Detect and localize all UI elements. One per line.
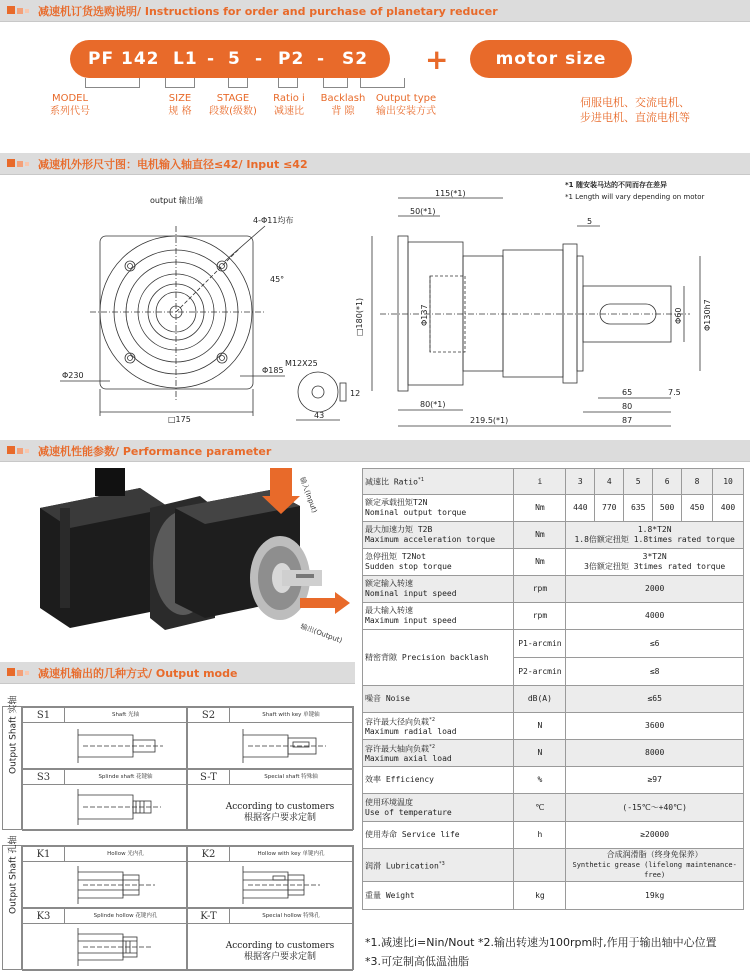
table-row: 重量 Weight kg 19kg <box>363 882 744 910</box>
shaft-s3-icon <box>23 785 188 832</box>
motor-size-pill: motor size <box>470 40 632 78</box>
output-cell-s3: S3 Splinde shaft 花键轴 <box>22 769 187 831</box>
section-title-output: 减速机输出的几种方式/ Output mode <box>38 667 238 680</box>
footnote-2: *3.可定制高低温油脂 <box>365 955 469 968</box>
dim-d50: 50(*1) <box>410 207 436 216</box>
table-row: 额定承载扭矩T2N Nominal output torque Nm 440 770 635 500 450 400 <box>363 495 744 522</box>
section-bar-performance <box>0 440 750 462</box>
table-row: 效率 Efficiency % ≥97 <box>363 767 744 794</box>
table-row: 急停扭矩 T2Not Sudden stop torque Nm 3*T2N 3倍额定扭矩 3times rated torque <box>363 549 744 576</box>
table-row: P2-arcmin ≤8 <box>363 658 744 686</box>
output-cell-s1: S1 Shaft 光轴 <box>22 707 187 769</box>
input-arrow-label: 输入(Input) <box>298 475 319 515</box>
model-code-pill: PF 142 L1 - 5 - P2 - S2 <box>70 40 390 78</box>
label-output-type: Output type 输出安装方式 <box>375 93 437 117</box>
dim-d80a: 80(*1) <box>420 400 446 409</box>
section-title-order: 减速机订货选购说明/ Instructions for order and purchase of planetary reducer <box>38 5 498 18</box>
dim-d43: 43 <box>314 411 325 420</box>
table-row: 容许最大轴向负载$^{*2}$ Maximum axial load N 8000 <box>363 740 744 767</box>
side-body <box>408 242 463 385</box>
dim-d75: 7.5 <box>668 388 681 397</box>
dim-sq175: □175 <box>168 415 191 424</box>
hollow-k3-icon <box>23 924 188 972</box>
shaft-end-view <box>298 372 338 412</box>
table-row: 容许最大径向负载$^{*2}$ Maximum radial load N 3600 <box>363 713 744 740</box>
output-cell-k3: K3 Splinde hollow 花键内孔 <box>22 908 187 971</box>
dim-d185: Φ185 <box>262 366 284 375</box>
table-row: 额定输入转速 Nominal input speed rpm 2000 <box>363 576 744 603</box>
output-label: output 输出端 <box>150 196 203 205</box>
bracket-stage <box>228 78 248 88</box>
label-size: SIZE 规 格 <box>168 93 192 117</box>
table-row: 减速比 Ratio$^{*1}$ i 3 4 5 6 8 10 <box>363 469 744 495</box>
table-row: 最大输入转速 Maximum input speed rpm 4000 <box>363 603 744 630</box>
hollow-k1-icon <box>23 862 188 909</box>
dim-holes: 4-Φ11均布 <box>253 216 294 225</box>
output-cell-k1: K1 Hollow 光内孔 <box>22 846 187 908</box>
section-bar-dimensions <box>0 153 750 175</box>
output-hole-group <box>2 835 354 970</box>
dim-angle: 45° <box>270 275 285 284</box>
dim-key12: 12 <box>350 389 361 398</box>
label-ratio: Ratio i 减速比 <box>273 93 305 117</box>
dim-d230: Φ230 <box>62 371 84 380</box>
performance-table <box>362 468 744 910</box>
bracket-output <box>360 78 405 88</box>
table-row: 最大加速力矩 T2B Maximum acceleration torque Nm 1.8*T2N 1.8倍额定扭矩 1.8times rated torque <box>363 522 744 549</box>
motor-types: 伺服电机、交流电机、 步进电机、直流电机等 <box>580 96 690 124</box>
section-title-performance: 减速机性能参数/ Performance parameter <box>38 445 272 458</box>
note-cn: *1 随安装马达的不同而存在差异 <box>565 181 667 189</box>
table-row: 精密背隙 Precision backlash P1-arcmin ≤6 <box>363 630 744 658</box>
bracket-size <box>165 78 195 88</box>
dim-d137: Φ137 <box>420 304 429 326</box>
section-bar-output <box>0 662 355 684</box>
table-row: 使用寿命 Service life h ≥20000 <box>363 822 744 849</box>
shaft-side-label: Output Shaft 实轴 <box>8 695 19 774</box>
footnote-1: *1.减速比i=Nin/Nout *2.输出转速为100rpm时,作用于输出轴中心位置 <box>365 936 717 949</box>
table-row: 使用环境温度 Use of temperature ℃ (-15℃～+40℃) <box>363 794 744 822</box>
dimension-drawing <box>0 176 750 446</box>
output-shaft-group <box>2 695 354 830</box>
label-model: MODEL 系列代号 <box>50 93 90 117</box>
dim-thread: M12X25 <box>285 359 318 368</box>
gearbox-illustration <box>0 468 355 648</box>
section-bar-order <box>0 0 750 22</box>
section-title-dimensions: 减速机外形尺寸图：电机输入轴直径≤42/ Input ≤42 <box>38 158 308 171</box>
dim-d65: 65 <box>622 388 633 397</box>
dim-sq180: □180(*1) <box>355 297 364 336</box>
bracket-ratio <box>278 78 298 88</box>
label-stage: STAGE 段数(级数) <box>209 93 257 117</box>
output-cell-st: S-T Special shaft 特殊轴 According to customers 根据客户要求定制 <box>187 769 353 831</box>
dim-d130: Φ130h7 <box>703 299 712 331</box>
note-en: *1 Length will vary depending on motor <box>565 193 705 201</box>
output-cell-k2: K2 Hollow with key 单键内孔 <box>187 846 353 908</box>
dim-d87: 87 <box>622 416 633 425</box>
hole-side-label: Output Shaft 孔轴 <box>8 835 19 914</box>
output-arrow-icon <box>300 592 350 614</box>
shaft-s2-icon <box>188 723 354 770</box>
dim-d219: 219.5(*1) <box>470 416 509 425</box>
plus-sign: + <box>425 43 449 76</box>
hollow-k2-icon <box>188 862 354 909</box>
bracket-model <box>85 78 140 88</box>
bracket-backlash <box>323 78 348 88</box>
table-row: 润滑 Lubrication$^{*3}$ 合成润滑脂（终身免保养） Synthetic grease (lifelong maintenance-free) <box>363 849 744 882</box>
side-flange <box>398 236 408 391</box>
dim-d115: 115(*1) <box>435 189 466 198</box>
dim-d80b: 80 <box>622 402 633 411</box>
dim-d5: 5 <box>587 217 593 226</box>
table-row: 噪音 Noise dB(A) ≤65 <box>363 686 744 713</box>
output-cell-s2: S2 Shaft with key 单键轴 <box>187 707 353 769</box>
output-arrow-label: 输出(Output) <box>299 622 344 645</box>
label-backlash: Backlash 背 隙 <box>320 93 366 117</box>
shaft-s1-icon <box>23 723 188 770</box>
output-cell-kt: K-T Special hollow 特殊孔 According to customers 根据客户要求定制 <box>187 908 353 971</box>
dim-d60: Φ60 <box>674 307 683 324</box>
